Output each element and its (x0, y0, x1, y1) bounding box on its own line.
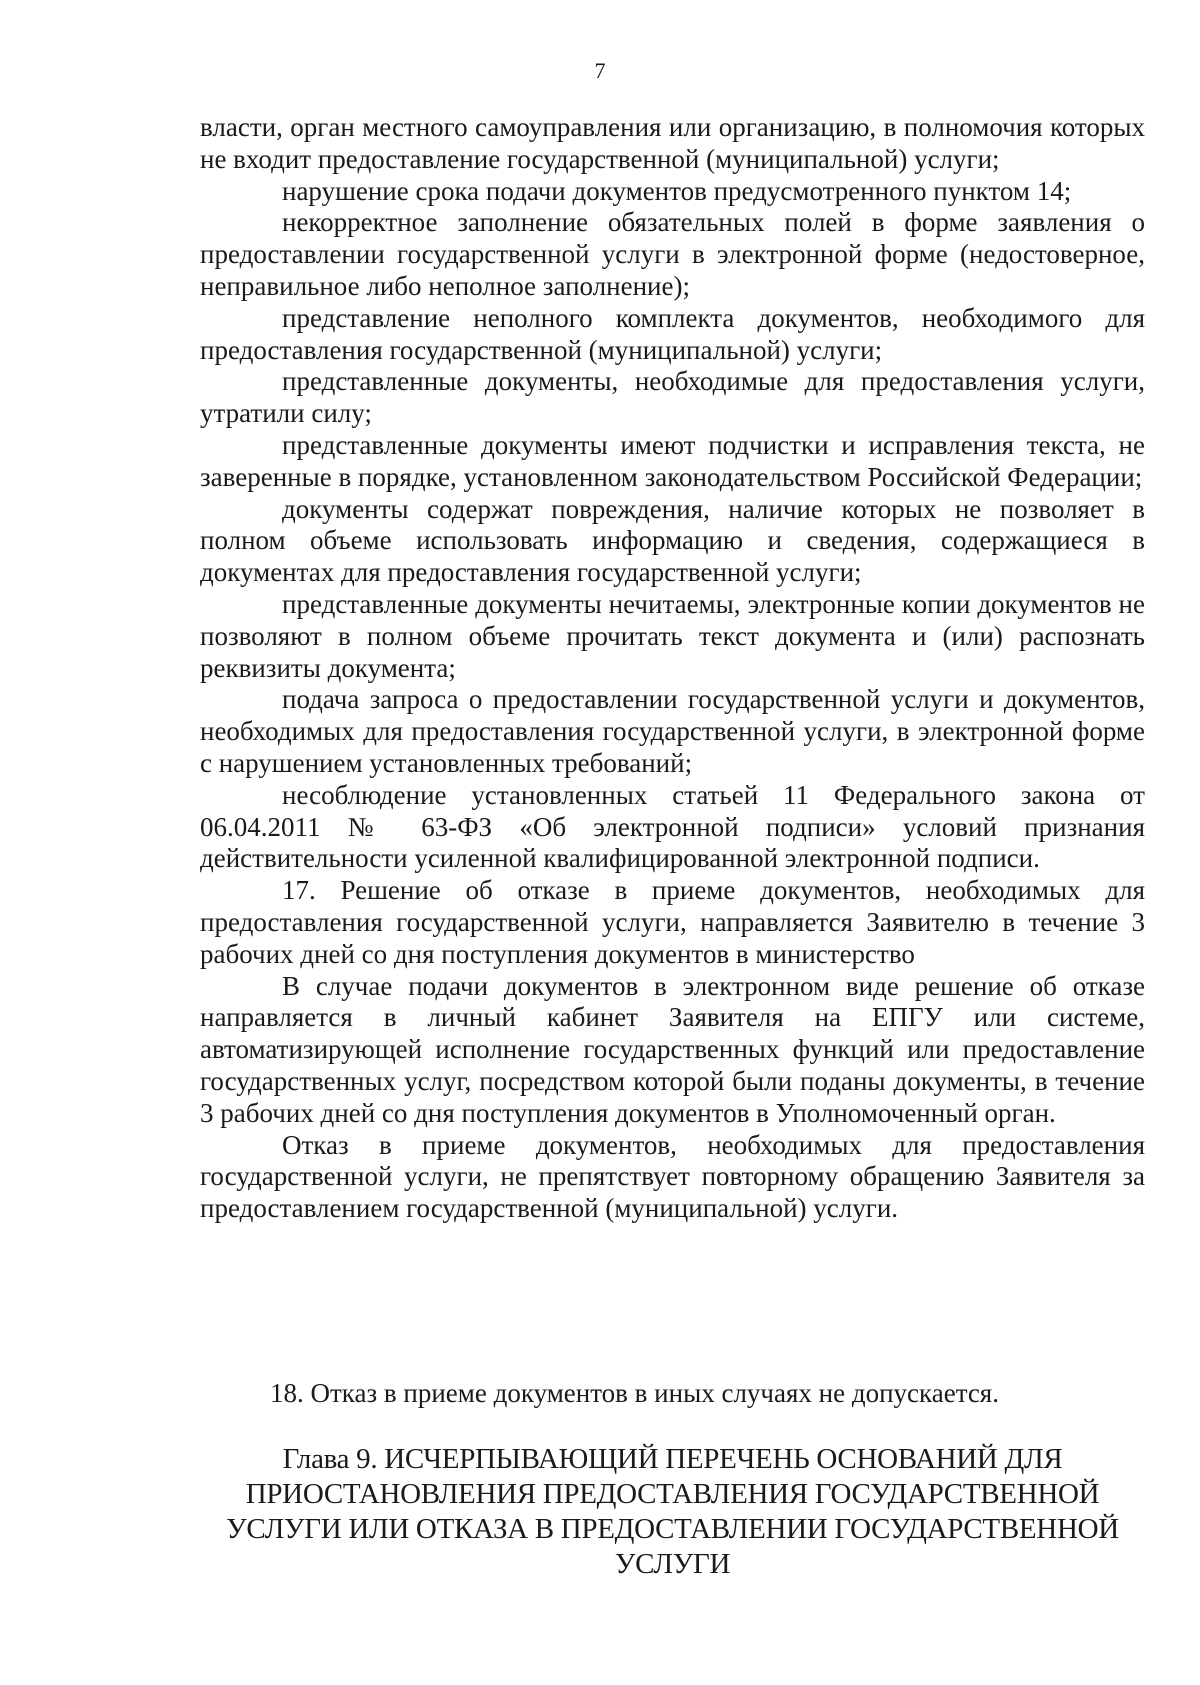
paragraph-repeat-request: Отказ в приеме документов, необходимых для предоставления государственной услуги, не препятствует повторному обращению Заявителя за предоставлением государственной (муниципальной) услуги. (200, 1129, 1145, 1224)
paragraph-unreadable-documents: представленные документы нечитаемы, электронные копии документов не позволяют в полном объеме прочитать текст документа и (или) распознать реквизиты документа; (200, 588, 1145, 683)
paragraph-electronic-submission: В случае подачи документов в электронном виде решение об отказе направляется в личный кабинет Заявителя на ЕПГУ или системе, автоматизирующей исполнение государственных функций или предоставление государственных услуг, посредством которой были поданы документы, в течение 3 рабочих дней со дня поступления документов в Уполномоченный орган. (200, 970, 1145, 1128)
paragraph-incorrect-fields: некорректное заполнение обязательных полей в форме заявления о предоставлении государственной услуги в электронной форме (недостоверное, неправильное либо неполное заполнение); (200, 207, 1145, 301)
paragraph-electronic-signature: несоблюдение установленных статьей 11 Федерального закона от 06.04.2011 № 63-ФЗ «Об электронной подписи» условий признания действительности усиленной квалифицированной электронной подписи. (200, 779, 1145, 874)
document-body (200, 112, 1145, 1225)
paragraph-incomplete-set: представление неполного комплекта документов, необходимого для предоставления государственной (муниципальной) услуги; (200, 302, 1145, 365)
paragraph-expired-documents: представленные документы, необходимые для предоставления услуги, утратили силу; (200, 366, 1145, 429)
paragraph-damaged-documents: документы содержат повреждения, наличие которых не позволяет в полном объеме использовать информацию и сведения, содержащиеся в документах для предоставления государственной услуги; (200, 493, 1145, 588)
paragraph-continuation: власти, орган местного самоуправления или организацию, в полномочия которых не входит предоставление государственной (муниципальной) услуги; (200, 112, 1145, 174)
paragraph-deadline-violation: нарушение срока подачи документов предусмотренного пунктом 14; (282, 175, 1072, 206)
page-number: 7 (594, 58, 606, 83)
chapter-heading: Глава 9. ИСЧЕРПЫВАЮЩИЙ ПЕРЕЧЕНЬ ОСНОВАНИЙ ДЛЯ ПРИОСТАНОВЛЕНИЯ ПРЕДОСТАВЛЕНИЯ ГОСУДАРСТВЕННОЙ УСЛУГИ ИЛИ ОТКАЗА В ПРЕДОСТАВЛЕНИИ ГОСУДАРСТВЕННОЙ УСЛУГИ (226, 1443, 1119, 1580)
paragraph-item-17: 17. Решение об отказе в приеме документов, необходимых для предоставления государственной услуги, направляется Заявителю в течение 3 рабочих дней со дня поступления документов в министерство (200, 875, 1145, 969)
paragraph-item-18: 18. Отказ в приеме документов в иных случаях не допускается. (270, 1378, 999, 1408)
paragraph-electronic-request: подача запроса о предоставлении государственной услуги и документов, необходимых для предоставления государственной услуги, в электронной форме с нарушением установленных требований; (200, 684, 1145, 778)
paragraph-corrections: представленные документы имеют подчистки и исправления текста, не заверенные в порядке, установленном законодательством Российской Федерации; (200, 429, 1145, 492)
